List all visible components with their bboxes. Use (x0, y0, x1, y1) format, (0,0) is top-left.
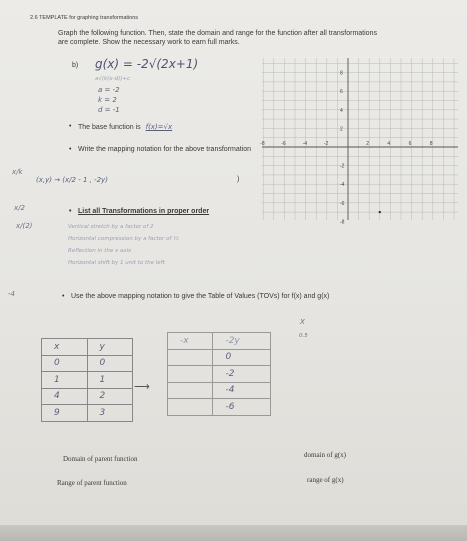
range-parent-label: Range of parent function (57, 479, 127, 487)
table-row (168, 333, 271, 350)
table-cell (168, 366, 213, 383)
table-cell: -2y (213, 333, 271, 350)
table-cell (168, 382, 213, 399)
table-row (168, 399, 271, 416)
tov-table-g (167, 332, 271, 416)
y-tick-label: 6 (340, 89, 343, 96)
instructions-text: Graph the following function. Then, state the domain and range for the function after all transformations are complete. Show the necessary work to earn full marks. (58, 30, 377, 46)
y-tick-label: -2 (340, 163, 345, 170)
param-d: d = -1 (98, 106, 120, 114)
base-function-value: f(x)=√x (145, 123, 173, 131)
table-row (168, 349, 271, 366)
x-tick-label: 2 (366, 141, 369, 147)
y-tick-label: -8 (340, 219, 345, 226)
param-a: a = -2 (98, 86, 120, 94)
table-cell: 2 (87, 388, 133, 405)
y-tick-label: -6 (340, 200, 345, 207)
table-cell: 3 (87, 405, 133, 422)
table-cell: 9 (42, 405, 88, 422)
y-tick-label: 4 (340, 107, 343, 114)
part-b-label: b) (72, 62, 79, 69)
table-row (42, 372, 133, 389)
tov-table-f (41, 338, 133, 422)
table-cell: -4 (213, 382, 271, 399)
transformations-heading: • List all Transformations in proper order (78, 208, 209, 215)
table-row (168, 382, 271, 399)
table-cell (168, 349, 213, 366)
domain-g-label: domain of g(x) (304, 451, 346, 459)
tov-prompt: • Use the above mapping notation to give the Table of Values (TOVs) for f(x) and g(x) (71, 292, 416, 302)
general-form: a√(k(x-d))+c (95, 76, 131, 82)
table-cell: 0 (87, 355, 133, 372)
transformation-item-4: Horizontal shift by 1 unit to the left (68, 260, 165, 266)
table-row (42, 405, 133, 422)
mapping-close-paren: ) (237, 176, 240, 183)
table-cell: 0 (42, 355, 88, 372)
mapping-expression: (x,y) → (x/2 - 1 , -2y) (36, 176, 108, 184)
table-cell: y (87, 339, 133, 356)
y-tick-label: 2 (340, 126, 343, 133)
table-cell: 4 (42, 388, 88, 405)
right-arrow-icon: ⟶ (134, 381, 150, 393)
margin-note-minus4: -4 (8, 290, 15, 298)
tov-side-note-value: 0.5 (299, 333, 308, 339)
margin-note-x-over-2: x/(2) (16, 222, 33, 230)
mapping-label: • Write the mapping notation for the above transformation (78, 146, 253, 155)
table-row (42, 355, 133, 372)
x-tick-label: 8 (429, 141, 433, 147)
margin-note-xk: x/k (12, 168, 23, 176)
table-row (42, 388, 133, 405)
transformation-item-2: Horizontal compression by a factor of ½ (68, 236, 179, 242)
transformation-item-1: Vertical stretch by a factor of 2 (68, 224, 154, 230)
x-tick-label: -8 (260, 141, 265, 147)
base-function-label: • The base function is f(x)=√x (78, 123, 172, 131)
table-cell: x (42, 339, 88, 356)
plotted-point (379, 211, 381, 213)
x-tick-label: -4 (302, 141, 308, 147)
y-tick-label: -4 (340, 182, 345, 189)
table-cell (168, 399, 213, 416)
x-tick-label: 4 (387, 141, 391, 147)
table-cell: -2 (213, 366, 271, 383)
page-bottom-edge (0, 525, 467, 541)
table-row (168, 366, 271, 383)
y-tick-label: 8 (340, 70, 343, 77)
margin-note-x2: x/2 (14, 204, 25, 212)
function-expression: g(x) = -2√(2x+1) (95, 57, 199, 71)
table-row (42, 339, 133, 356)
domain-parent-label: Domain of parent function (63, 455, 138, 463)
table-cell: 1 (42, 372, 88, 389)
table-cell: -6 (213, 399, 271, 416)
x-tick-label: -2 (323, 141, 329, 147)
tov-side-note-x: X (300, 318, 305, 326)
page-title: 2.6 TEMPLATE for graphing transformations (30, 15, 139, 21)
range-g-label: range of g(x) (307, 476, 344, 484)
param-k: k = 2 (98, 96, 117, 104)
x-tick-label: 6 (408, 141, 412, 147)
table-cell: 0 (213, 349, 271, 366)
table-cell: 1 (87, 372, 133, 389)
x-tick-label: -6 (281, 141, 286, 147)
table-cell: -x (168, 333, 213, 350)
transformation-item-3: Reflection in the x axis (68, 248, 132, 254)
coordinate-grid (260, 58, 458, 226)
